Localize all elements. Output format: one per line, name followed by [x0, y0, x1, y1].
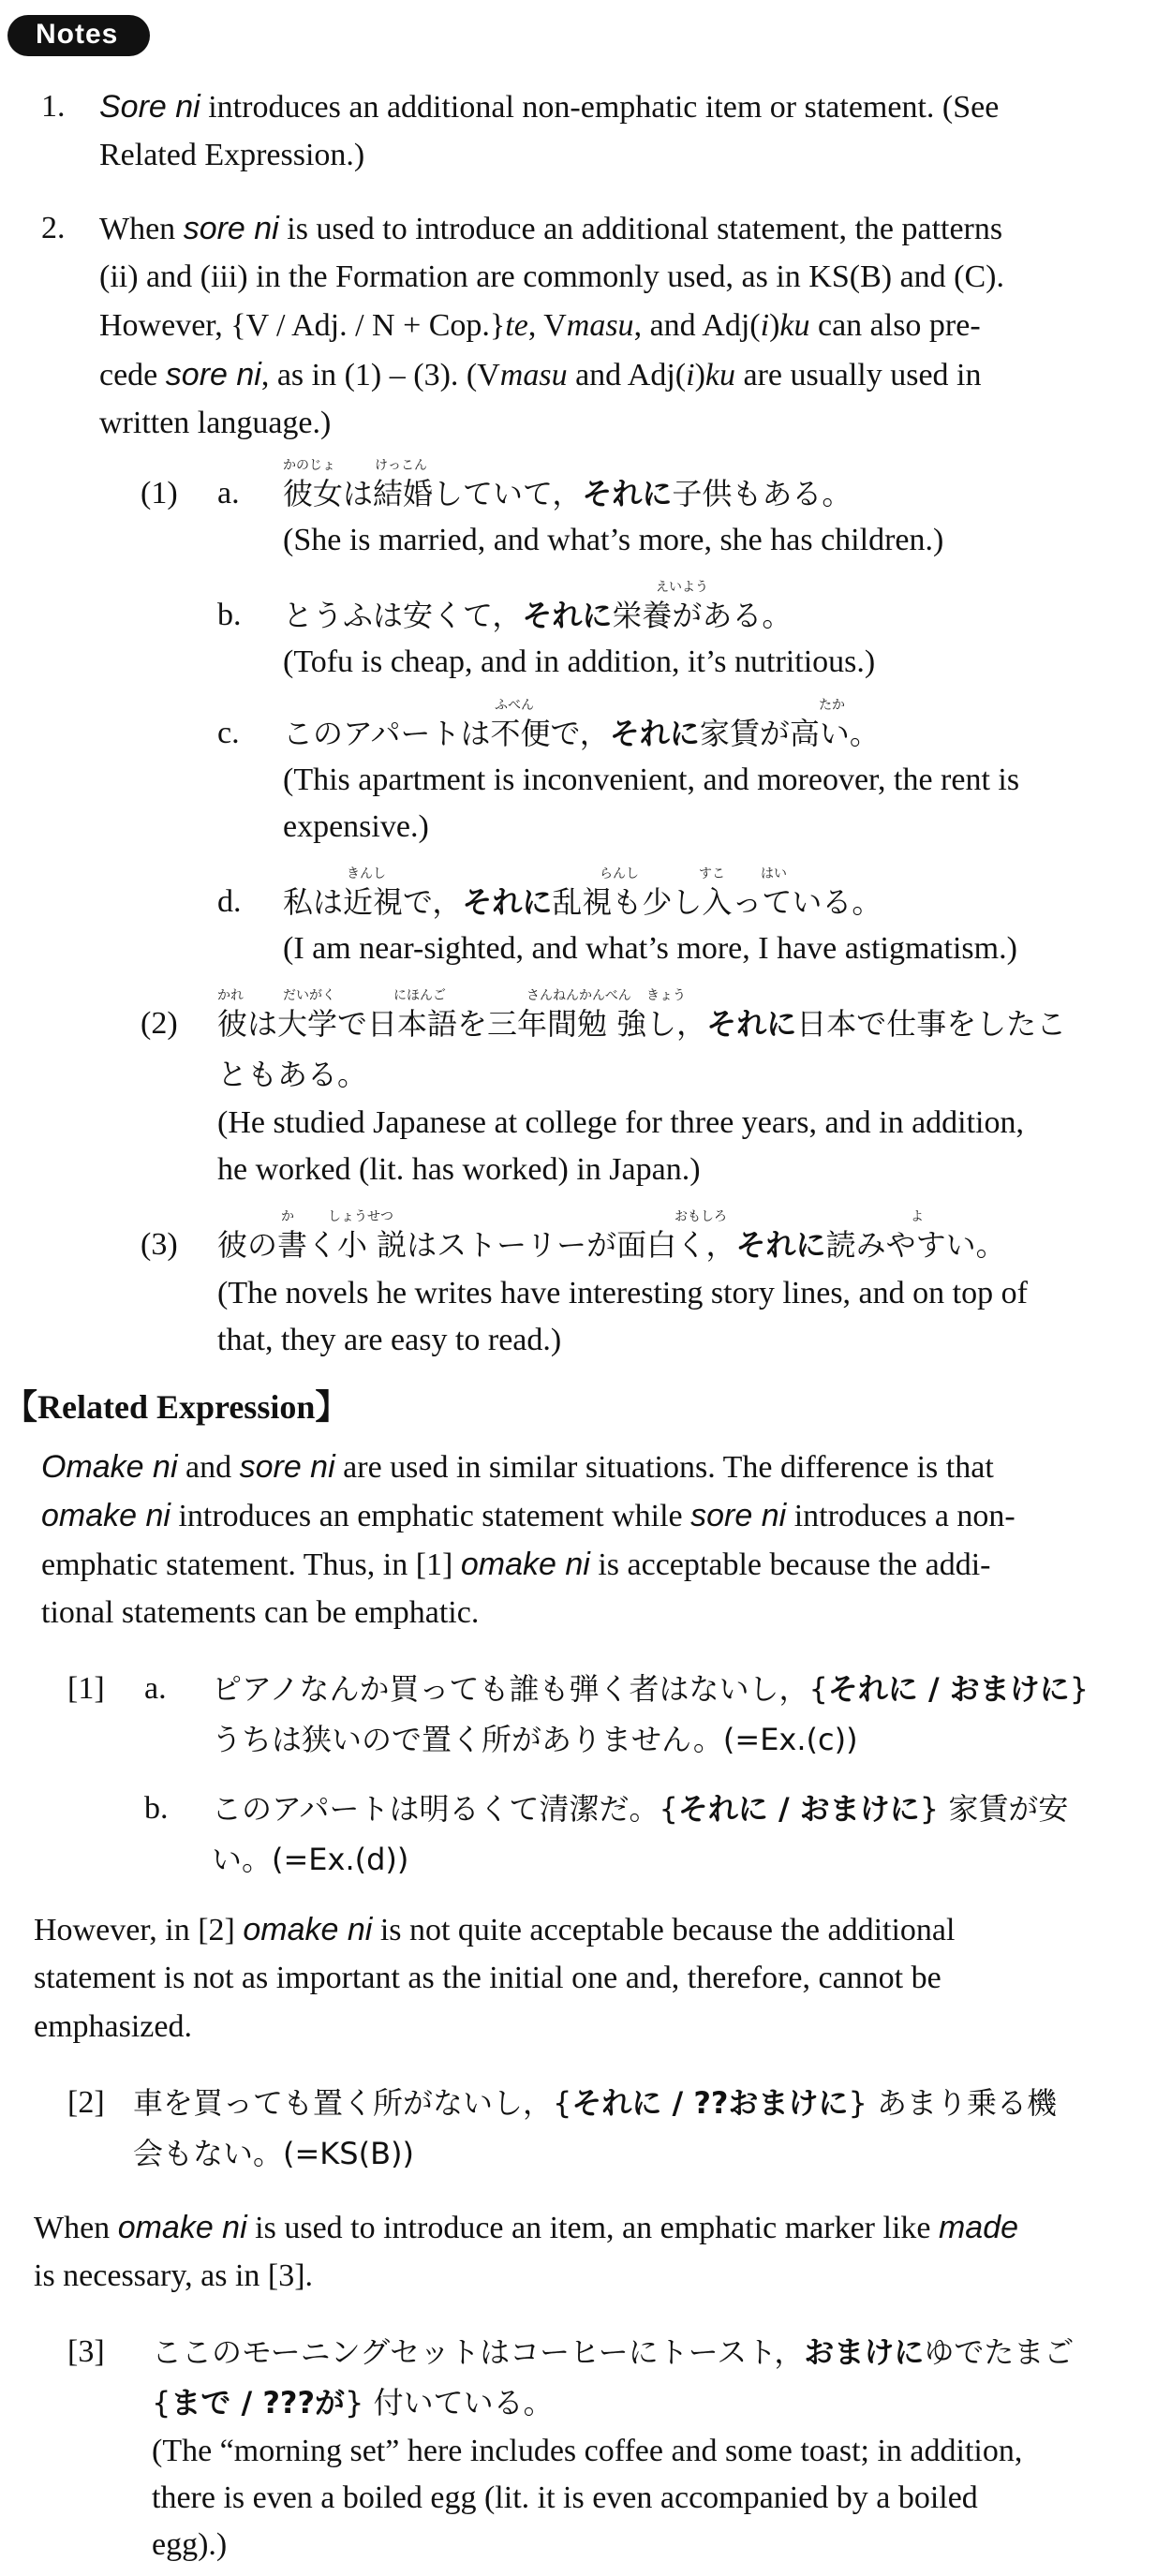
ruby: しょうせつ — [328, 1209, 393, 1224]
example-3-english-2: that, they are easy to read.) — [217, 1323, 562, 1357]
related-example-2-line-2: 会もない。(=KS(B)) — [133, 2136, 415, 2171]
ruby: にほんご — [393, 988, 446, 1003]
example-1a-japanese: 彼女は結婚していて，それに子供もある。 — [283, 476, 852, 511]
related-para-2-line-3: emphasized. — [34, 2009, 192, 2044]
related-example-1b-line-2: い。(=Ex.(d)) — [212, 1842, 409, 1877]
example-1-number: (1) — [141, 476, 178, 511]
notes-badge: Notes — [7, 15, 150, 56]
related-example-3-line-2: {まで / ???が} 付いている。 — [152, 2385, 554, 2421]
ruby: さんねんかんべん — [526, 988, 631, 1003]
note-2-line-3: However, {V / Adj. / N + Cop.}te, Vmasu, and Adj(i)ku can also pre- — [99, 308, 981, 343]
related-para-1-line-1: Omake ni and sore ni are used in similar situations. The difference is that — [41, 1449, 994, 1485]
note-1-line-2: Related Expression.) — [99, 138, 365, 172]
related-example-3-line-1: ここのモーニングセットはコーヒーにトースト，おまけにゆでたまご — [152, 2334, 1075, 2370]
example-2-japanese-2: ともある。 — [217, 1057, 368, 1092]
note-2-line-1: When sore ni is used to introduce an additional statement, the patterns — [99, 211, 1003, 246]
ruby: おもしろ — [674, 1209, 727, 1224]
related-para-1-line-3: emphatic statement. Thus, in [1] omake ni is acceptable because the addi- — [41, 1547, 991, 1582]
example-1b-label: b. — [217, 598, 242, 632]
related-example-3-english-3: egg).) — [152, 2527, 228, 2562]
ruby: ふべん — [495, 698, 534, 713]
ruby: きょう — [646, 988, 686, 1003]
related-example-1b-line-1: このアパートは明るくて清潔だ。{それに / おまけに} 家賃が安 — [212, 1791, 1069, 1827]
ruby: けっこん — [375, 458, 427, 473]
example-1d-label: d. — [217, 884, 242, 919]
example-1c-english-2: expensive.) — [283, 809, 429, 844]
ruby: か — [281, 1209, 294, 1224]
related-example-2-number: [2] — [67, 2085, 105, 2120]
note-1-line-1: Sore ni introduces an additional non-emphatic item or statement. (See — [99, 89, 1000, 125]
ruby: らんし — [600, 866, 639, 881]
example-1b-english: (Tofu is cheap, and in addition, it’s nutritious.) — [283, 644, 876, 679]
related-example-1b-label: b. — [144, 1791, 169, 1826]
related-expression-heading: 【Related Expression】 — [4, 1388, 349, 1426]
example-2-english-1: (He studied Japanese at college for three years, and in addition, — [217, 1105, 1025, 1140]
related-example-3-english-2: there is even a boiled egg (lit. it is even accompanied by a boiled — [152, 2480, 978, 2515]
related-example-1a-line-2: うちは狭いので置く所がありません。(=Ex.(c)) — [212, 1722, 858, 1757]
example-3-english-1: (The novels he writes have interesting story lines, and on top of — [217, 1276, 1028, 1310]
note-1-number: 1. — [41, 89, 66, 124]
ruby: だいがく — [283, 988, 335, 1003]
example-2-english-2: he worked (lit. has worked) in Japan.) — [217, 1152, 701, 1187]
example-3-number: (3) — [141, 1227, 178, 1262]
related-example-2-line-1: 車を買っても置く所がないし，{それに / ??おまけに} あまり乗る機 — [133, 2085, 1058, 2121]
related-example-1-number: [1] — [67, 1671, 105, 1706]
example-1a-label: a. — [217, 476, 240, 511]
related-para-1-line-2: omake ni introduces an emphatic statement while sore ni introduces a non- — [41, 1498, 1015, 1533]
example-2-japanese-1: 彼は大学で日本語を三年間勉 強し，それに日本で仕事をしたこ — [217, 1006, 1067, 1042]
example-1a-english: (She is married, and what’s more, she has children.) — [283, 523, 944, 557]
related-example-3-number: [3] — [67, 2334, 105, 2369]
related-para-2-line-1: However, in [2] omake ni is not quite acceptable because the additional — [34, 1912, 956, 1947]
ruby: はい — [761, 866, 787, 881]
note-2-line-4: cede sore ni, as in (1) – (3). (Vmasu and Adj(i)ku are usually used in — [99, 357, 982, 392]
example-2-number: (2) — [141, 1006, 178, 1041]
example-1d-english: (I am near-sighted, and what’s more, I have astigmatism.) — [283, 931, 1017, 966]
example-1c-label: c. — [217, 716, 240, 750]
ruby: かれ — [217, 988, 244, 1003]
ruby: たか — [819, 698, 845, 713]
related-example-1a-label: a. — [144, 1671, 167, 1706]
related-para-3-line-1: When omake ni is used to introduce an item, an emphatic marker like made — [34, 2210, 1019, 2245]
related-example-1a-line-1: ピアノなんか買っても誰も弾く者はないし，{それに / おまけに} — [212, 1671, 1089, 1707]
note-2-line-2: (ii) and (iii) in the Formation are commonly used, as in KS(B) and (C). — [99, 259, 1004, 294]
ruby: すこ — [699, 866, 725, 881]
related-para-2-line-2: statement is not as important as the initial one and, therefore, cannot be — [34, 1961, 941, 1995]
ruby: きんし — [347, 866, 386, 881]
term: Sore ni — [99, 89, 200, 125]
ruby: かのじょ — [283, 458, 335, 473]
note-2-number: 2. — [41, 211, 66, 245]
related-para-3-line-2: is necessary, as in [3]. — [34, 2258, 314, 2293]
example-3-japanese: 彼の書く小 説はストーリーが面白く，それに読みやすい。 — [217, 1227, 1006, 1263]
example-1c-japanese: このアパートは不便で，それに家賃が高い。 — [283, 716, 880, 751]
ruby: えいよう — [656, 580, 708, 595]
note-2-line-5: written language.) — [99, 406, 332, 440]
example-1d-japanese: 私は近視で，それに乱視も少し入っている。 — [283, 884, 882, 920]
example-1c-english-1: (This apartment is inconvenient, and moreover, the rent is — [283, 762, 1020, 797]
related-para-1-line-4: tional statements can be emphatic. — [41, 1595, 480, 1630]
related-example-3-english-1: (The “morning set” here includes coffee and some toast; in addition, — [152, 2434, 1023, 2468]
example-1b-japanese: とうふは安くて，それに栄養がある。 — [283, 598, 793, 633]
ruby: よ — [911, 1209, 924, 1224]
